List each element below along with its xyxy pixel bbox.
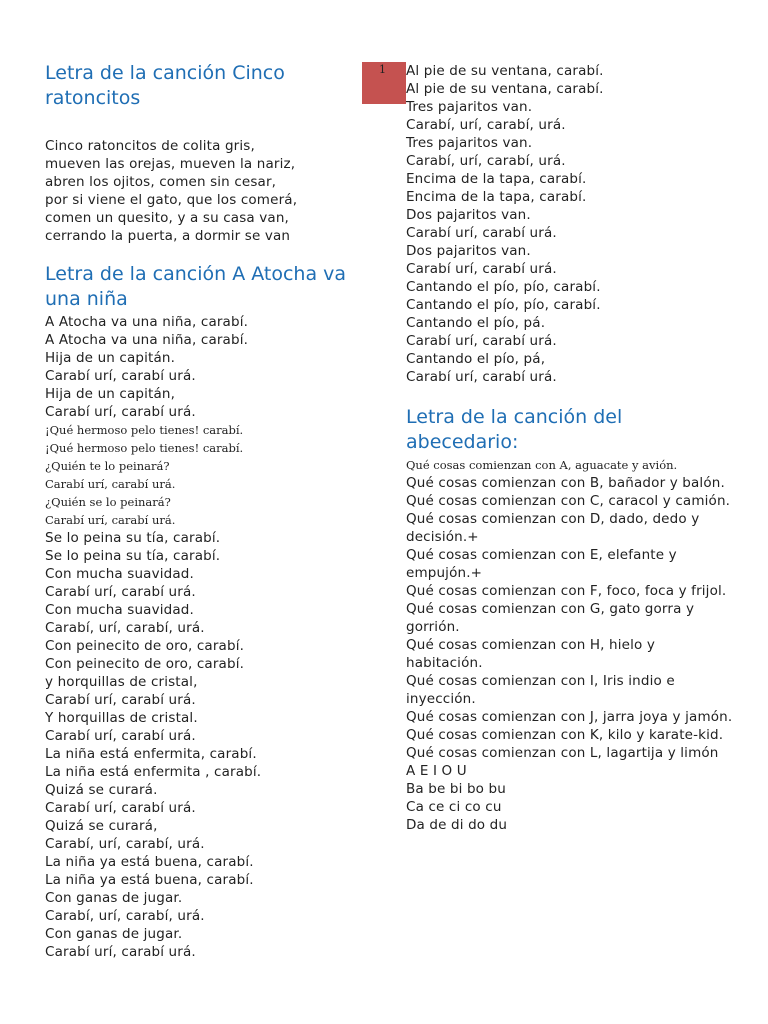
lyric-line: Carabí urí, carabí urá. [45, 800, 196, 816]
lyric-line: Encima de la tapa, carabí. [406, 171, 587, 187]
lyric-line: Ca ce ci co cu [406, 799, 502, 815]
lyric-line: Carabí urí, carabí urá. [45, 728, 196, 744]
lyric-line: y horquillas de cristal, [45, 674, 198, 690]
lyric-line: ¡Qué hermoso pelo tienes! carabí. [45, 441, 244, 455]
page-number-marker: 1 [362, 62, 406, 104]
lyric-line: ¿Quién se lo peinará? [45, 495, 171, 509]
lyric-line: Tres pajaritos van. [406, 99, 533, 115]
lyric-line: Al pie de su ventana, carabí. [406, 63, 604, 79]
lyric-line: La niña ya está buena, carabí. [45, 854, 254, 870]
lyrics-atocha-continued [406, 62, 604, 386]
lyric-line: Quizá se curará. [45, 782, 158, 798]
lyric-line: Con mucha suavidad. [45, 602, 194, 618]
lyric-line: Hija de un capitán, [45, 386, 176, 402]
lyric-line: Dos pajaritos van. [406, 243, 531, 259]
lyric-line: Con mucha suavidad. [45, 566, 194, 582]
lyric-line: Carabí urí, carabí urá. [45, 692, 196, 708]
lyric-line: Y horquillas de cristal. [45, 710, 198, 726]
lyric-line: Se lo peina su tía, carabí. [45, 530, 221, 546]
lyric-line: mueven las orejas, mueven la nariz, [45, 156, 296, 172]
lyric-line: Qué cosas comienzan con A, aguacate y avión. [406, 458, 678, 472]
lyrics-cinco-ratoncitos [45, 137, 297, 245]
lyric-line: Carabí, urí, carabí, urá. [406, 153, 566, 169]
lyric-line: Da de di do du [406, 817, 508, 833]
lyric-line: Carabí urí, carabí urá. [45, 584, 196, 600]
lyric-line: Carabí urí, carabí urá. [45, 513, 176, 527]
lyric-line: Con ganas de jugar. [45, 890, 183, 906]
lyric-line: Qué cosas comienzan con I, Iris indio e inyección. [406, 673, 675, 707]
lyric-line: por si viene el gato, que los comerá, [45, 192, 298, 208]
lyric-line: Carabí urí, carabí urá. [45, 368, 196, 384]
lyric-line: Qué cosas comienzan con C, caracol y camión. [406, 493, 731, 509]
lyric-line: Qué cosas comienzan con L, lagartija y limón [406, 745, 719, 761]
lyric-line: Al pie de su ventana, carabí. [406, 81, 604, 97]
lyric-line: ¿Quién te lo peinará? [45, 459, 170, 473]
lyrics-atocha [45, 313, 261, 961]
lyric-line: A Atocha va una niña, carabí. [45, 314, 249, 330]
lyric-line: Tres pajaritos van. [406, 135, 533, 151]
heading-cinco-ratoncitos: Letra de la canción Cinco ratoncitos [45, 62, 285, 109]
lyric-line: Carabí urí, carabí urá. [406, 261, 557, 277]
lyric-line: comen un quesito, y a su casa van, [45, 210, 289, 226]
lyric-line: Carabí urí, carabí urá. [45, 477, 176, 491]
lyric-line: Con ganas de jugar. [45, 926, 183, 942]
lyric-line: A E I O U [406, 763, 467, 779]
lyric-line: Carabí urí, carabí urá. [45, 404, 196, 420]
lyric-line: Qué cosas comienzan con D, dado, dedo y decisión.+ [406, 511, 700, 545]
lyric-line: Qué cosas comienzan con J, jarra joya y jamón. [406, 709, 733, 725]
lyric-line: Carabí, urí, carabí, urá. [45, 908, 205, 924]
heading-atocha: Letra de la canción A Atocha va una niña [45, 263, 347, 310]
lyric-line: ¡Qué hermoso pelo tienes! carabí. [45, 423, 244, 437]
lyric-line: Carabí urí, carabí urá. [406, 225, 557, 241]
lyric-line: Carabí urí, carabí urá. [45, 944, 196, 960]
lyric-line: cerrando la puerta, a dormir se van [45, 228, 291, 244]
lyric-line: La niña ya está buena, carabí. [45, 872, 254, 888]
lyric-line: Carabí, urí, carabí, urá. [45, 836, 205, 852]
lyric-line: Hija de un capitán. [45, 350, 176, 366]
lyric-line: Qué cosas comienzan con F, foco, foca y frijol. [406, 583, 727, 599]
lyric-line: Qué cosas comienzan con K, kilo y karate-kid. [406, 727, 724, 743]
lyric-line: Carabí urí, carabí urá. [406, 369, 557, 385]
lyric-line: Dos pajaritos van. [406, 207, 531, 223]
lyrics-abecedario [406, 456, 736, 834]
lyric-line: Carabí urí, carabí urá. [406, 333, 557, 349]
lyric-line: Encima de la tapa, carabí. [406, 189, 587, 205]
lyric-line: Cantando el pío, pá, [406, 351, 546, 367]
lyric-line: Qué cosas comienzan con G, gato gorra y gorrión. [406, 601, 695, 635]
lyric-line: abren los ojitos, comen sin cesar, [45, 174, 277, 190]
lyric-line: Cinco ratoncitos de colita gris, [45, 138, 255, 154]
heading-abecedario: Letra de la canción del abecedario: [406, 406, 623, 453]
lyric-line: Cantando el pío, pá. [406, 315, 546, 331]
lyric-line: Carabí, urí, carabí, urá. [406, 117, 566, 133]
lyric-line: Carabí, urí, carabí, urá. [45, 620, 205, 636]
lyric-line: Con peinecito de oro, carabí. [45, 638, 245, 654]
lyric-line: La niña está enfermita, carabí. [45, 746, 257, 762]
lyric-line: Qué cosas comienzan con B, bañador y balón. [406, 475, 725, 491]
lyric-line: Qué cosas comienzan con H, hielo y habitación. [406, 637, 656, 671]
lyric-line: Cantando el pío, pío, carabí. [406, 279, 601, 295]
lyric-line: Quizá se curará, [45, 818, 158, 834]
lyric-line: Se lo peina su tía, carabí. [45, 548, 221, 564]
lyric-line: La niña está enfermita , carabí. [45, 764, 262, 780]
lyric-line: Con peinecito de oro, carabí. [45, 656, 245, 672]
lyric-line: Ba be bi bo bu [406, 781, 506, 797]
lyric-line: Qué cosas comienzan con E, elefante y empujón.+ [406, 547, 677, 581]
lyric-line: A Atocha va una niña, carabí. [45, 332, 249, 348]
lyric-line: Cantando el pío, pío, carabí. [406, 297, 601, 313]
